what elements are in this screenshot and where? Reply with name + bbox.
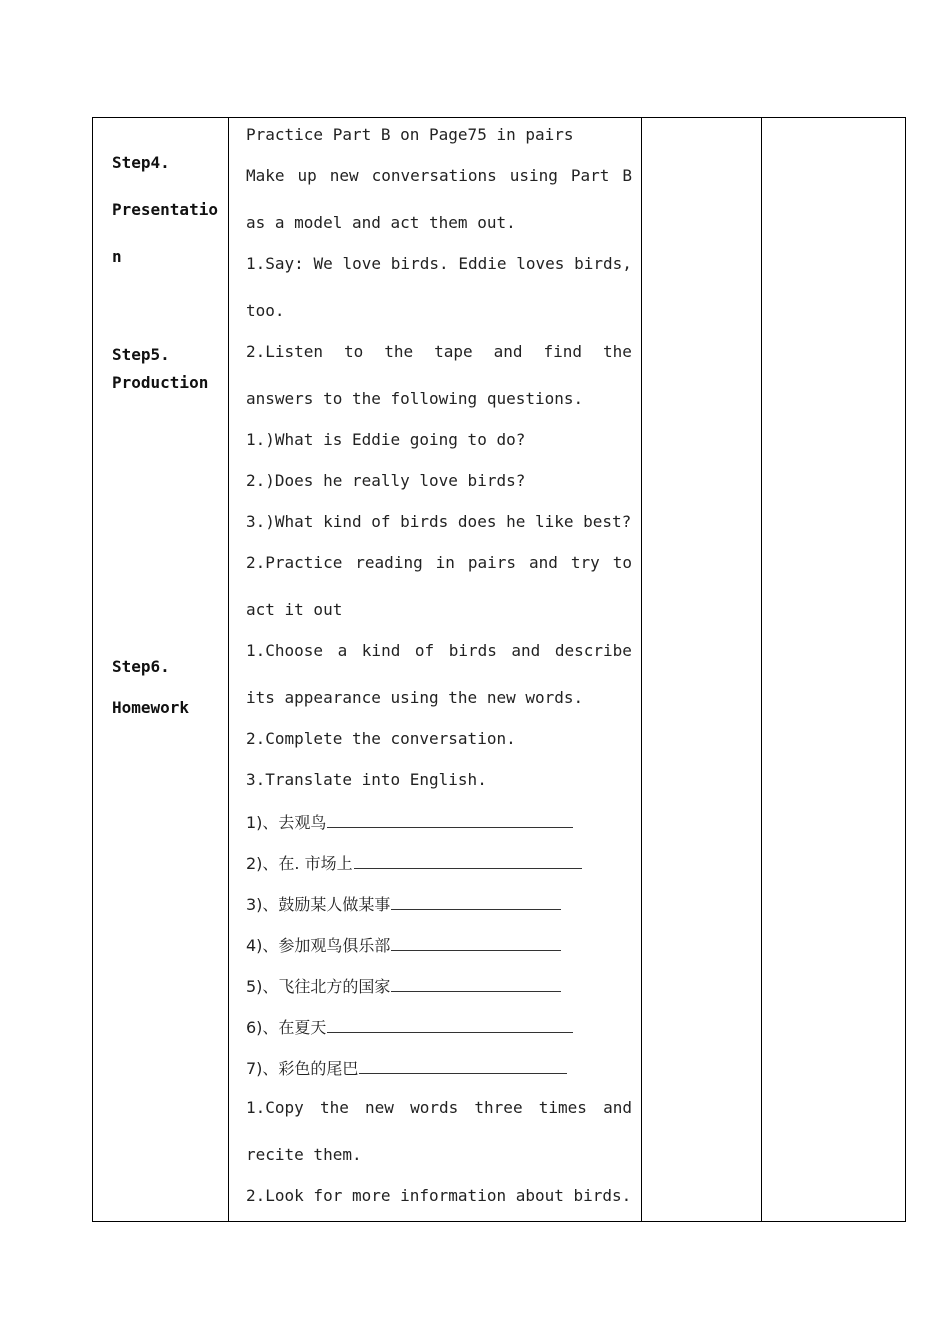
translate-prompt: 2)、在. 市场上	[246, 854, 353, 873]
word: Make	[246, 166, 285, 185]
choose-line	[246, 643, 632, 659]
translate-item-7	[246, 1059, 567, 1077]
translate-prompt: 4)、参加观鸟俱乐部	[246, 936, 391, 955]
word: Part	[570, 166, 610, 185]
word: B	[622, 166, 632, 185]
word: birds	[448, 641, 497, 660]
word: birds,	[574, 254, 632, 273]
lesson-plan-table	[92, 117, 906, 1222]
step5-title: Production	[112, 373, 209, 392]
practice-part-b-text: Practice Part B on Page75 in pairs	[246, 125, 574, 144]
copy-line	[246, 1100, 632, 1116]
word: 2.Listen	[246, 342, 324, 361]
word: and	[529, 553, 558, 572]
translate-item-1	[246, 813, 573, 831]
step6-label: Step6.	[112, 657, 170, 676]
word: birds.	[390, 254, 449, 273]
step5-label: Step5.	[112, 345, 170, 364]
word: the	[384, 342, 414, 361]
say-continuation: too.	[246, 301, 285, 320]
word: tape	[434, 342, 473, 361]
word: new	[365, 1098, 394, 1117]
word: love	[342, 254, 382, 273]
step6-title: Homework	[112, 698, 190, 717]
translate-item-3	[246, 895, 561, 913]
say-line	[246, 256, 632, 272]
word: loves	[516, 254, 565, 273]
word: 1.Say:	[246, 254, 304, 273]
practice-reading-line	[246, 555, 632, 571]
answer-blank	[391, 895, 561, 910]
word: 1.Copy	[246, 1098, 304, 1117]
make-up-continuation: as a model and act them out.	[246, 213, 516, 232]
word: find	[543, 342, 583, 361]
word: a	[337, 641, 348, 660]
word: new	[329, 166, 359, 185]
answer-blank	[327, 813, 573, 828]
word: conversations	[371, 166, 497, 185]
listen-continuation: answers to the following questions.	[246, 389, 584, 408]
word: and	[511, 641, 541, 660]
word: describe	[554, 641, 632, 660]
answer-blank	[359, 1059, 567, 1074]
practice-continuation: act it out	[246, 600, 343, 619]
listen-line	[246, 344, 632, 360]
translate-item-5	[246, 977, 561, 995]
word: to	[344, 342, 364, 361]
translate-item-4	[246, 936, 561, 954]
answer-blank	[391, 936, 561, 951]
step4-title-part2: n	[112, 247, 122, 266]
word: reading	[355, 553, 423, 572]
translate-prompt: 1)、去观鸟	[246, 813, 327, 832]
question-3: 3.)What kind of birds does he like best?	[246, 512, 632, 531]
word: pairs	[467, 553, 517, 572]
word: try	[570, 553, 600, 572]
word: words	[410, 1098, 459, 1117]
word: the	[603, 342, 632, 361]
answer-blank	[354, 854, 582, 869]
word: Eddie	[458, 254, 507, 273]
column-divider-1	[228, 118, 229, 1221]
word: and	[493, 342, 523, 361]
column-divider-2	[641, 118, 642, 1221]
question-1: 1.)What is Eddie going to do?	[246, 430, 526, 449]
translate-prompt: 3)、鼓励某人做某事	[246, 895, 391, 914]
answer-blank	[391, 977, 561, 992]
word: the	[319, 1098, 349, 1117]
make-up-line	[246, 168, 632, 184]
word: three	[474, 1098, 523, 1117]
word: 1.Choose	[246, 641, 324, 660]
answer-blank	[327, 1018, 573, 1033]
word: 2.Practice	[246, 553, 343, 572]
word: and	[603, 1098, 632, 1117]
translate-item-2	[246, 854, 582, 872]
step4-label: Step4.	[112, 153, 170, 172]
translate-prompt: 6)、在夏天	[246, 1018, 327, 1037]
look-for-information: 2.Look for more information about birds.	[246, 1186, 632, 1205]
translate-prompt: 7)、彩色的尾巴	[246, 1059, 359, 1078]
word: times	[538, 1098, 587, 1117]
word: using	[509, 166, 558, 185]
copy-continuation: recite them.	[246, 1145, 362, 1164]
word: up	[297, 166, 317, 185]
step4-title-part1: Presentatio	[112, 200, 218, 219]
word: of	[414, 641, 435, 660]
translate-prompt: 5)、飞往北方的国家	[246, 977, 391, 996]
question-2: 2.)Does he really love birds?	[246, 471, 526, 490]
choose-continuation: its appearance using the new words.	[246, 688, 584, 707]
word: in	[435, 553, 455, 572]
word: We	[313, 254, 333, 273]
column-divider-3	[761, 118, 762, 1221]
complete-conversation: 2.Complete the conversation.	[246, 729, 516, 748]
word: kind	[361, 641, 401, 660]
translate-heading: 3.Translate into English.	[246, 770, 487, 789]
word: to	[612, 553, 632, 572]
translate-item-6	[246, 1018, 573, 1036]
